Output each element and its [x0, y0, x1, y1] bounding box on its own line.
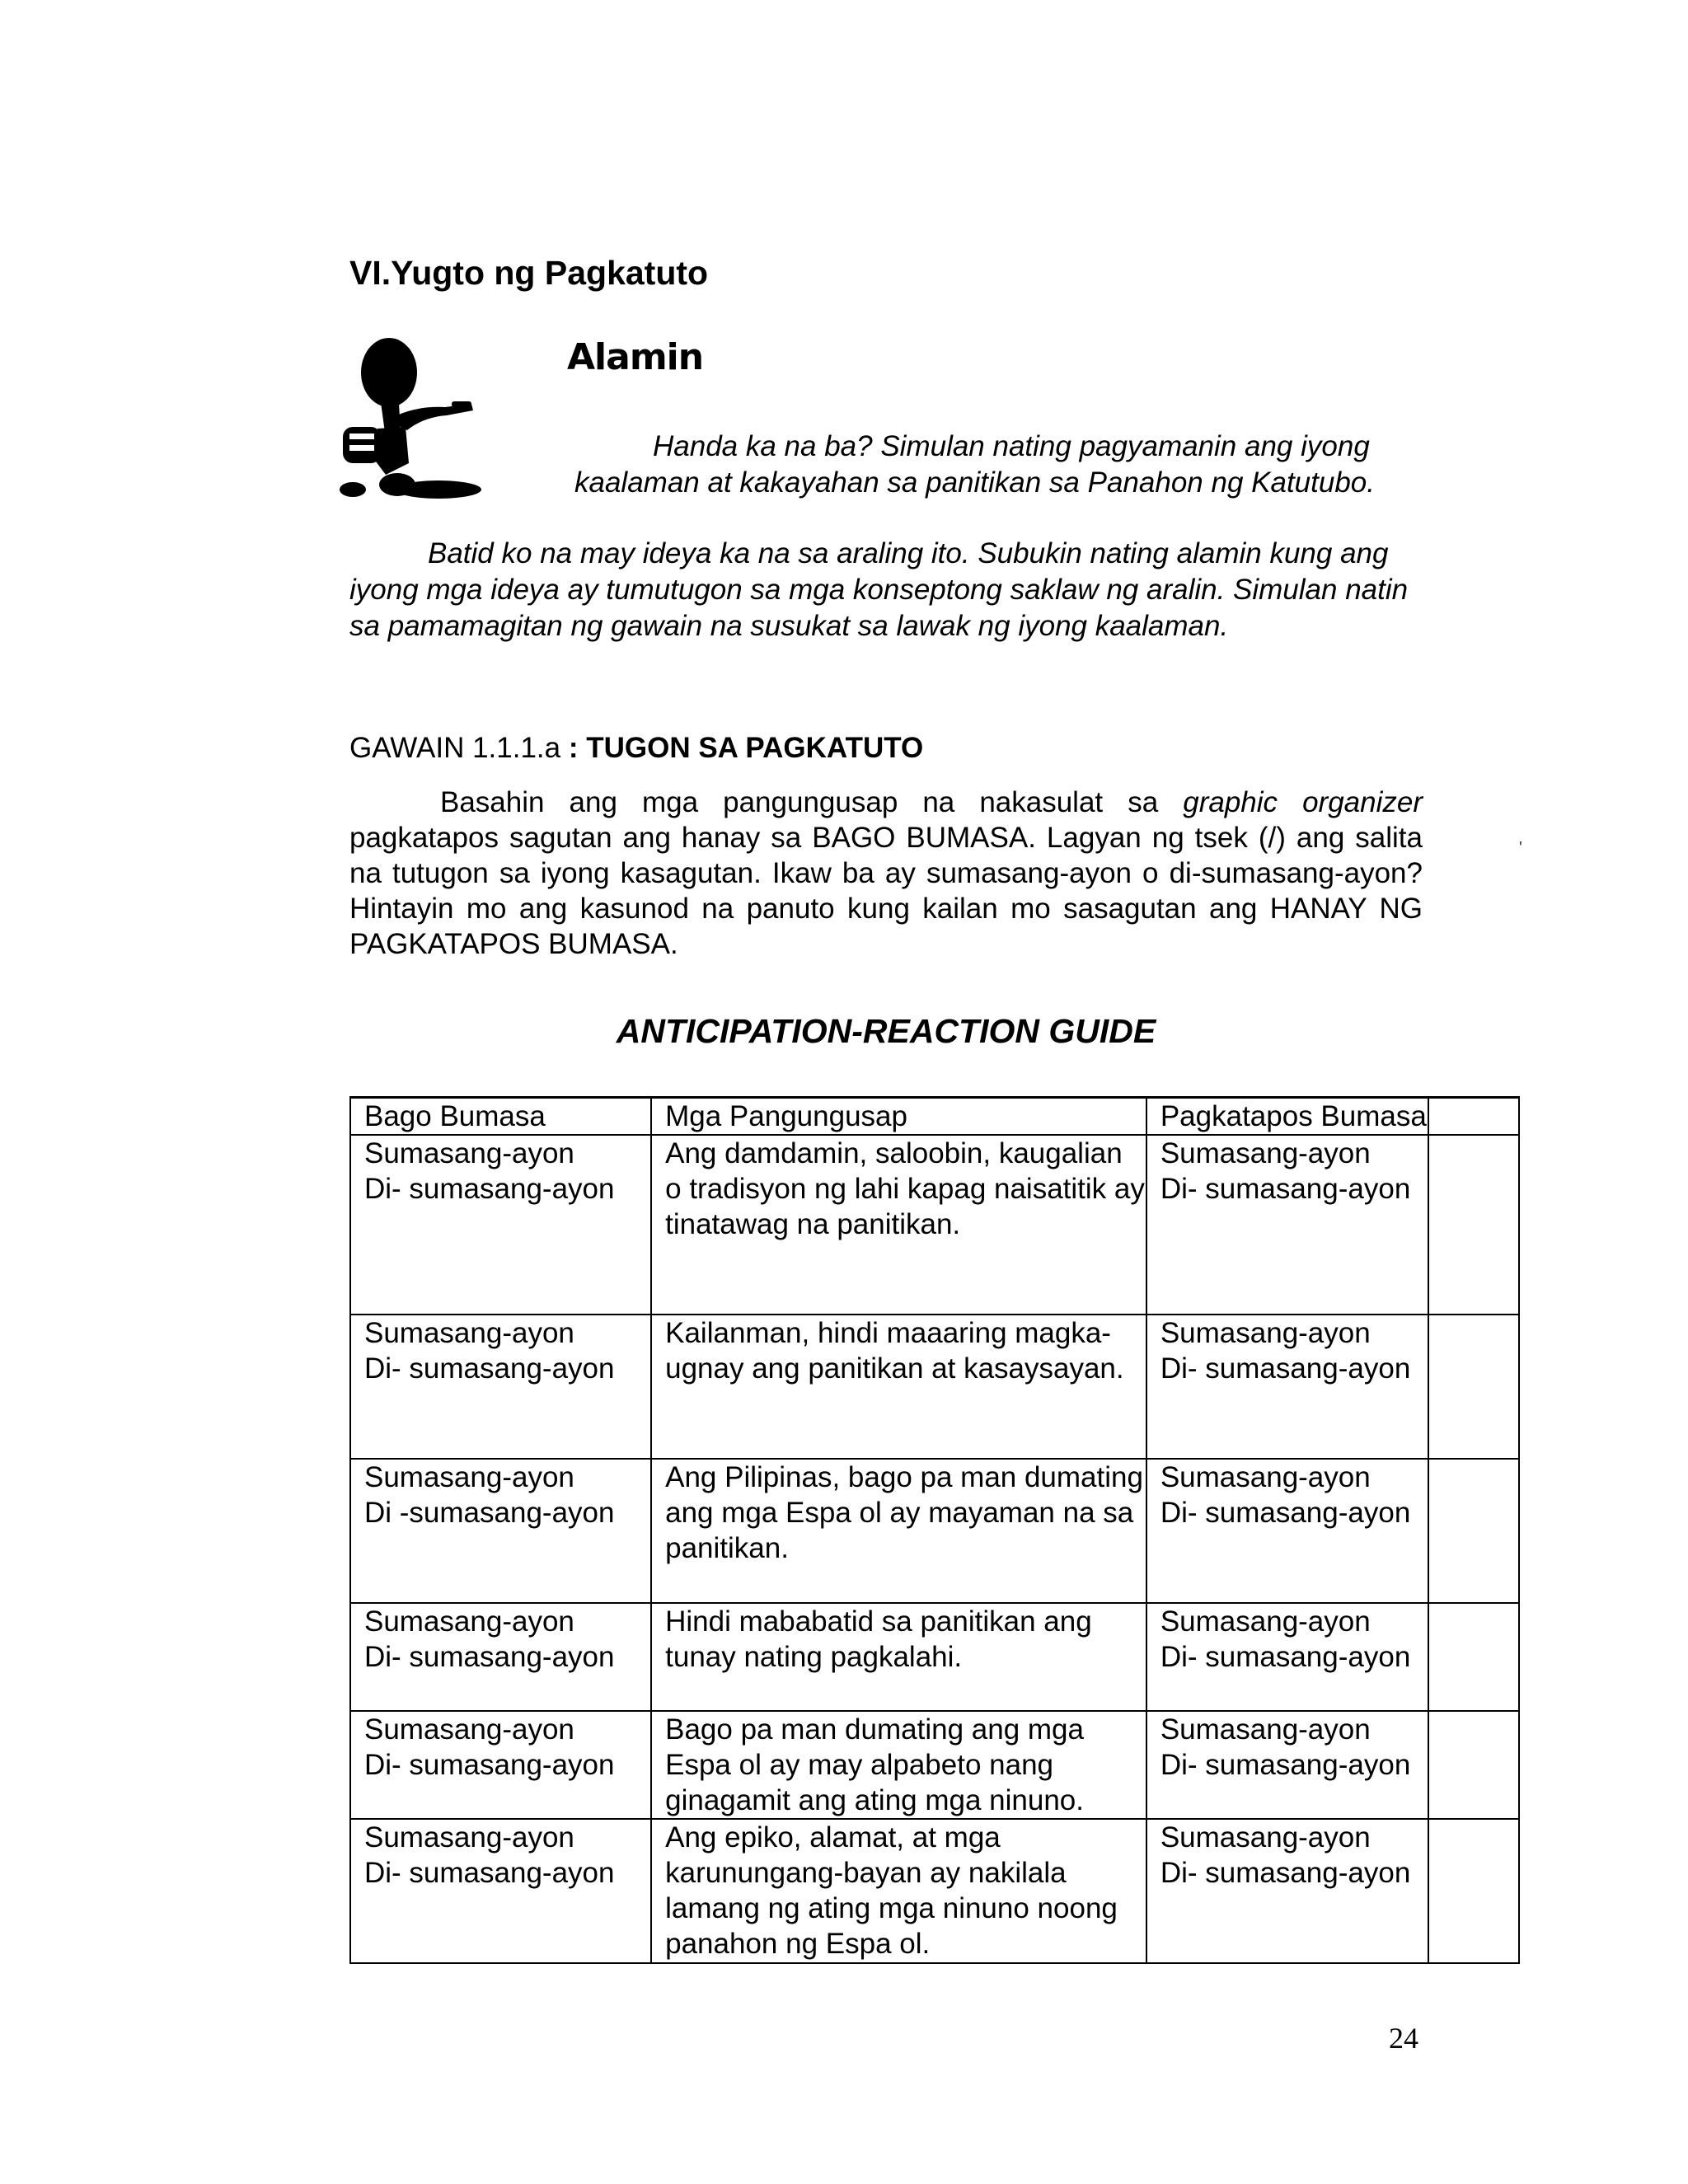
before-options: [350, 1315, 651, 1459]
header-bago-bumasa: Bago Bumasa: [350, 1098, 651, 1136]
statement-cell: Ang epiko, alamat, at mga karunungang-bayan ay nakilala lamang ng ating mga ninuno noong panahon ng Espa ol.: [651, 1819, 1146, 1963]
after-options: [1146, 1459, 1428, 1603]
table-row: [350, 1603, 1519, 1711]
guide-title: ANTICIPATION-REACTION GUIDE: [616, 1012, 1156, 1050]
option-disagree[interactable]: Di- sumasang-ayon: [364, 1352, 615, 1385]
statement-cell: Kailanman, hindi maaaring magka-ugnay ang panitikan at kasaysayan.: [651, 1315, 1146, 1459]
option-disagree[interactable]: Di- sumasang-ayon: [1160, 1497, 1411, 1529]
statement-cell: Hindi mababatid sa panitikan ang tunay nating pagkalahi.: [651, 1603, 1146, 1711]
option-disagree[interactable]: Di- sumasang-ayon: [1160, 1857, 1411, 1889]
table-header-row: [350, 1098, 1519, 1136]
option-agree[interactable]: Sumasang-ayon: [364, 1461, 574, 1493]
option-agree[interactable]: Sumasang-ayon: [364, 1137, 574, 1169]
activity-number: GAWAIN 1.1.1.a: [349, 732, 569, 764]
option-agree[interactable]: Sumasang-ayon: [1160, 1713, 1371, 1746]
instructions-italic-term: graphic organizer: [1183, 786, 1423, 818]
stray-mark: ': [1519, 839, 1522, 857]
option-disagree[interactable]: Di- sumasang-ayon: [364, 1749, 615, 1781]
empty-cell: [1428, 1603, 1519, 1711]
before-options: [350, 1603, 651, 1711]
before-options: [350, 1459, 651, 1603]
before-options: [350, 1135, 651, 1315]
table-row: [350, 1135, 1519, 1315]
option-agree[interactable]: Sumasang-ayon: [364, 1713, 574, 1746]
option-agree[interactable]: Sumasang-ayon: [1160, 1461, 1371, 1493]
anticipation-reaction-table: [349, 1096, 1520, 1964]
option-agree[interactable]: Sumasang-ayon: [1160, 1137, 1371, 1169]
intro-paragraph-2: Batid ko na may ideya ka na sa araling ito. Subukin nating alamin kung ang iyong mga ideya ay tumutugon sa mga konseptong saklaw ng aralin. Simulan natin sa pamamagitan ng gawain na susukat sa lawak ng iyong kaalaman.: [349, 537, 1409, 642]
before-options: [350, 1819, 651, 1963]
before-options: [350, 1711, 651, 1819]
option-agree[interactable]: Sumasang-ayon: [1160, 1821, 1371, 1854]
option-disagree[interactable]: Di -sumasang-ayon: [364, 1497, 615, 1529]
empty-cell: [1428, 1459, 1519, 1603]
table-row: [350, 1711, 1519, 1819]
header-extra-column: [1428, 1098, 1519, 1136]
empty-cell: [1428, 1315, 1519, 1459]
table-row: [350, 1315, 1519, 1459]
option-agree[interactable]: Sumasang-ayon: [364, 1605, 574, 1638]
alamin-heading: Alamin: [567, 336, 704, 378]
thinking-figure-clipart: [338, 338, 486, 507]
table-row: [350, 1819, 1519, 1963]
option-agree[interactable]: Sumasang-ayon: [1160, 1605, 1371, 1638]
option-agree[interactable]: Sumasang-ayon: [1160, 1317, 1371, 1349]
instructions-text-2: pagkatapos sagutan ang hanay sa BAGO BUMASA. Lagyan ng tsek (/) ang salita na tutugon sa iyong kasagutan. Ikaw ba ay sumasang-ayon o di-sumasang-ayon? Hintayin mo ang kasunod na panuto kung kailan mo sasagutan ang HANAY NG PAGKATAPOS BUMASA.: [349, 822, 1423, 960]
option-disagree[interactable]: Di- sumasang-ayon: [364, 1641, 615, 1673]
option-disagree[interactable]: Di- sumasang-ayon: [364, 1857, 615, 1889]
option-disagree[interactable]: Di- sumasang-ayon: [1160, 1749, 1411, 1781]
section-title: VI.Yugto ng Pagkatuto: [349, 254, 709, 292]
empty-cell: [1428, 1819, 1519, 1963]
intro-paragraph-1: Handa ka na ba? Simulan nating pagyamanin ang iyong kaalaman at kakayahan sa panitikan sa Panahon ng Katutubo.: [574, 430, 1375, 499]
instructions-text-1: Basahin ang mga pangungusap na nakasulat sa: [440, 786, 1184, 818]
header-mga-pangungusap: Mga Pangungusap: [651, 1098, 1146, 1136]
empty-cell: [1428, 1135, 1519, 1315]
activity-title: : TUGON SA PAGKATUTO: [568, 732, 924, 764]
statement-cell: Ang damdamin, saloobin, kaugalian o tradisyon ng lahi kapag naisatitik ay tinatawag na panitikan.: [651, 1135, 1146, 1315]
option-agree[interactable]: Sumasang-ayon: [364, 1317, 574, 1349]
after-options: [1146, 1315, 1428, 1459]
option-disagree[interactable]: Di- sumasang-ayon: [1160, 1173, 1411, 1205]
after-options: [1146, 1711, 1428, 1819]
option-disagree[interactable]: Di- sumasang-ayon: [1160, 1641, 1411, 1673]
after-options: [1146, 1135, 1428, 1315]
statement-cell: Bago pa man dumating ang mga Espa ol ay may alpabeto nang ginagamit ang ating mga ninuno.: [651, 1711, 1146, 1819]
option-disagree[interactable]: Di- sumasang-ayon: [1160, 1352, 1411, 1385]
activity-heading: [349, 732, 923, 765]
after-options: [1146, 1819, 1428, 1963]
header-pagkatapos-bumasa: Pagkatapos Bumasa: [1146, 1098, 1428, 1136]
option-agree[interactable]: Sumasang-ayon: [364, 1821, 574, 1854]
empty-cell: [1428, 1711, 1519, 1819]
statement-cell: Ang Pilipinas, bago pa man dumating ang mga Espa ol ay mayaman na sa panitikan.: [651, 1459, 1146, 1603]
after-options: [1146, 1603, 1428, 1711]
table-row: [350, 1459, 1519, 1603]
instructions-paragraph: [349, 785, 1423, 962]
page-number: 24: [1389, 2022, 1418, 2055]
option-disagree[interactable]: Di- sumasang-ayon: [364, 1173, 615, 1205]
